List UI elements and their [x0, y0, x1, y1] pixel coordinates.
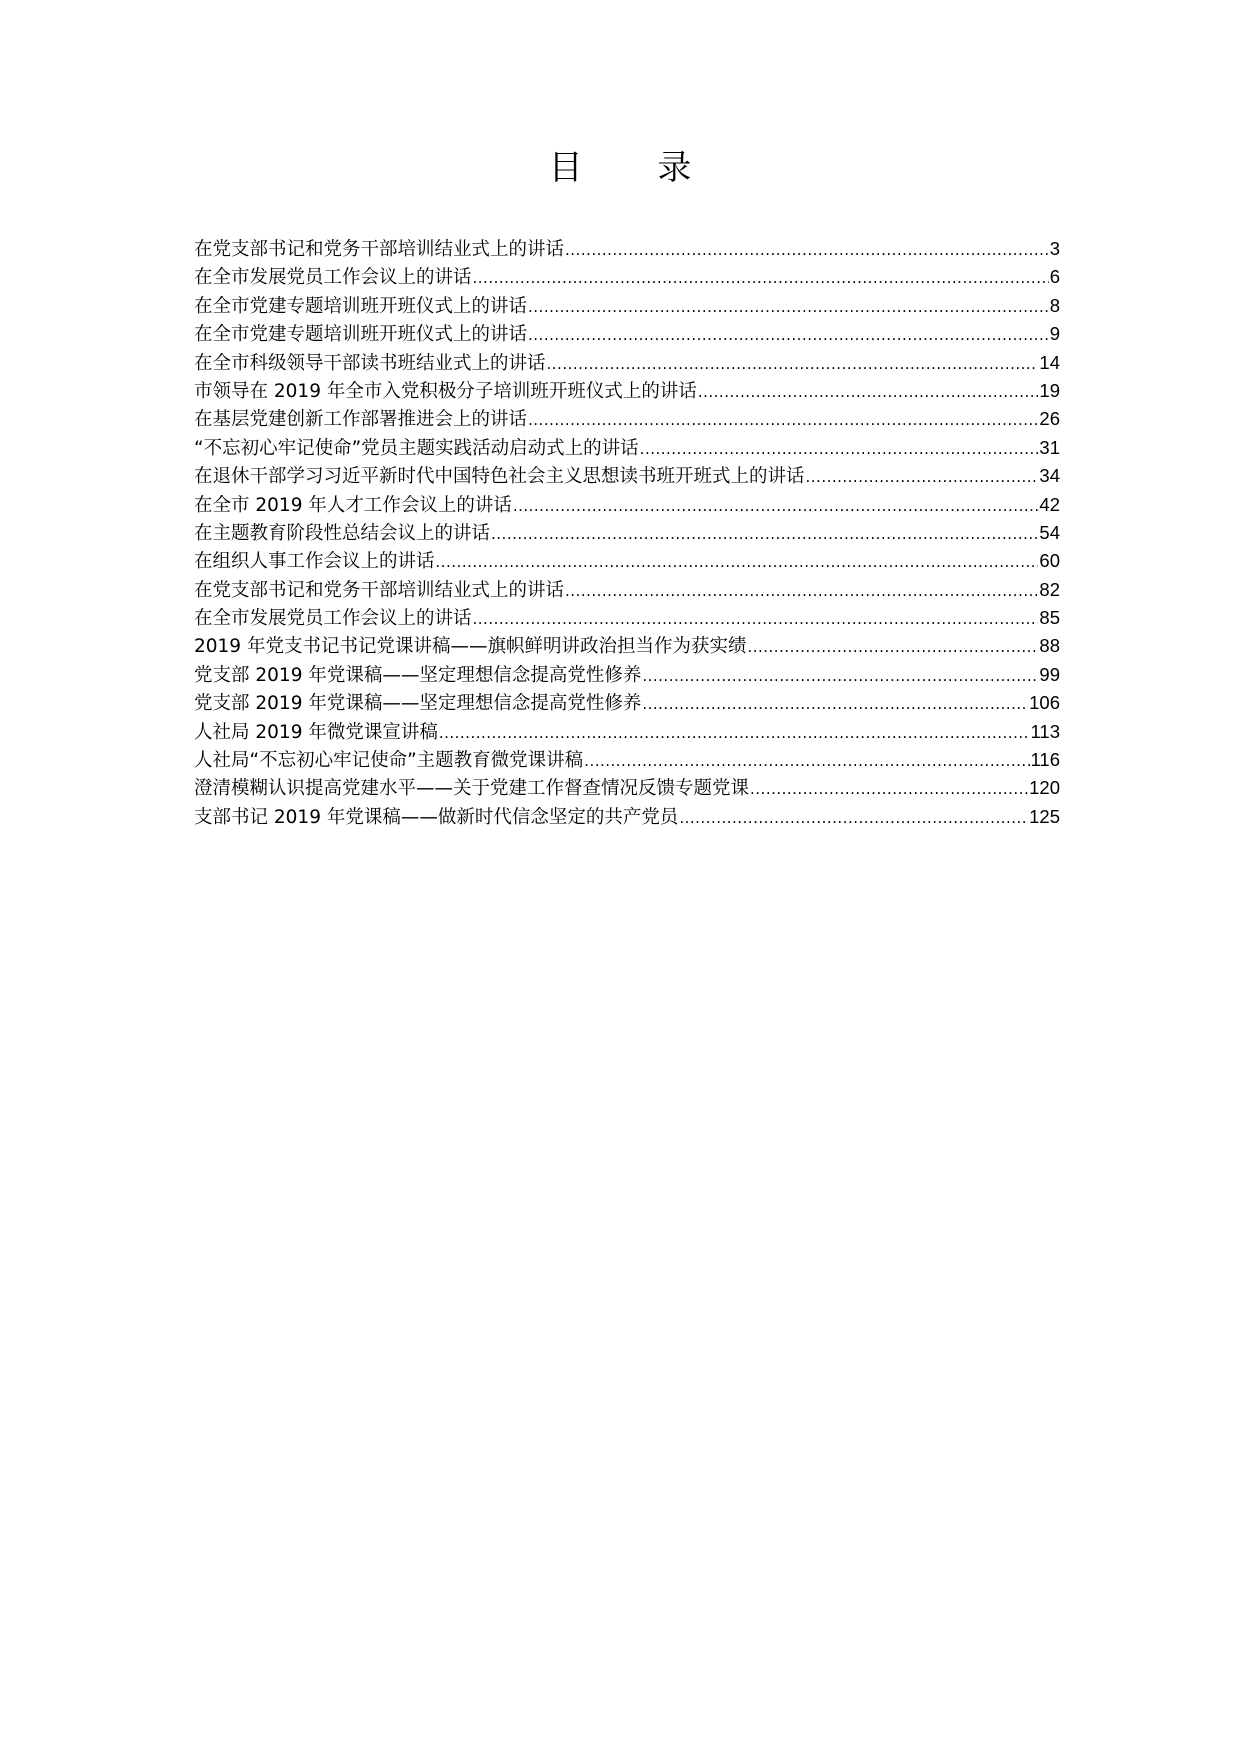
toc-entry-title: 在退休干部学习习近平新时代中国特色社会主义思想读书班开班式上的讲话 [194, 466, 805, 488]
toc-entry[interactable] [194, 462, 1060, 490]
toc-entry-title: 党支部 2019 年党课稿——坚定理想信念提高党性修养 [194, 664, 642, 686]
toc-leader-dots [747, 633, 1038, 660]
toc-entry[interactable] [194, 774, 1060, 802]
toc-entry-title: 在主题教育阶段性总结会议上的讲话 [194, 522, 491, 544]
toc-leader-dots [640, 435, 1039, 462]
toc-entry-title: 支部书记 2019 年党课稿——做新时代信念坚定的共产党员 [194, 806, 679, 828]
toc-entry[interactable] [194, 604, 1060, 632]
toc-page-number: 113 [1030, 720, 1060, 742]
toc-entry[interactable] [194, 746, 1060, 774]
toc-leader-dots [528, 321, 1049, 348]
toc-leader-dots [547, 350, 1039, 377]
toc-page-number: 8 [1049, 294, 1060, 316]
toc-entry[interactable] [194, 576, 1060, 604]
toc-entry-title: “不忘初心牢记使命”党员主题实践活动启动式上的讲话 [194, 437, 639, 459]
toc-leader-dots [473, 605, 1039, 632]
toc-page-number: 60 [1039, 550, 1060, 572]
toc-entry[interactable] [194, 632, 1060, 660]
toc-leader-dots [439, 719, 1030, 746]
toc-leader-dots [642, 662, 1038, 689]
toc-page-number: 3 [1049, 238, 1060, 259]
toc-entry[interactable] [194, 263, 1060, 291]
toc-page-number: 9 [1049, 323, 1060, 345]
toc-leader-dots [806, 463, 1039, 490]
toc-entry[interactable] [194, 434, 1060, 462]
toc-page-number: 19 [1039, 379, 1060, 401]
toc-leader-dots [491, 520, 1038, 547]
toc-entry[interactable] [194, 292, 1060, 320]
toc-entry-title: 在全市发展党员工作会议上的讲话 [194, 608, 472, 630]
toc-leader-dots [642, 690, 1028, 717]
toc-entry[interactable] [194, 661, 1060, 689]
toc-entry[interactable] [194, 349, 1060, 377]
toc-leader-dots [565, 577, 1038, 604]
toc-page-number: 6 [1049, 266, 1060, 288]
toc-leader-dots [679, 804, 1028, 831]
toc-page-number: 54 [1039, 521, 1060, 543]
toc-entry[interactable] [194, 377, 1060, 405]
toc-page-number: 82 [1039, 578, 1060, 600]
toc-entry-title: 人社局“不忘初心牢记使命”主题教育微党课讲稿 [194, 750, 584, 772]
toc-entry-title: 在全市党建专题培训班开班仪式上的讲话 [194, 295, 528, 317]
toc-entry-title: 市领导在 2019 年全市入党积极分子培训班开班仪式上的讲话 [194, 380, 697, 402]
toc-page-number: 42 [1039, 493, 1060, 515]
toc-leader-dots [750, 775, 1028, 802]
toc-entry-title: 2019 年党支书记书记党课讲稿——旗帜鲜明讲政治担当作为获实绩 [194, 636, 747, 658]
toc-leader-dots [473, 264, 1049, 291]
toc-title: 目 录 [548, 148, 724, 188]
toc-leader-dots [698, 378, 1039, 405]
toc-entry-title: 人社局 2019 年微党课宣讲稿 [194, 721, 438, 743]
toc-entry-title: 在全市 2019 年人才工作会议上的讲话 [194, 494, 512, 516]
toc-entry[interactable] [194, 519, 1060, 547]
toc-entry[interactable] [194, 547, 1060, 575]
toc-page-number: 26 [1039, 408, 1060, 430]
toc-page-number: 85 [1039, 607, 1060, 629]
toc-page-number: 120 [1029, 777, 1060, 799]
toc-entry[interactable] [194, 320, 1060, 348]
toc-entry-title: 在全市科级领导干部读书班结业式上的讲话 [194, 352, 546, 374]
toc-entry-title: 在党支部书记和党务干部培训结业式上的讲话 [194, 239, 565, 260]
toc-entry[interactable] [194, 405, 1060, 433]
toc-entry[interactable] [194, 803, 1060, 831]
toc-entry-title: 在基层党建创新工作部署推进会上的讲话 [194, 409, 528, 431]
toc-leader-dots [436, 548, 1039, 575]
toc-entry-title: 澄清模糊认识提高党建水平——关于党建工作督查情况反馈专题党课 [194, 778, 750, 800]
toc-leader-dots [584, 747, 1029, 774]
toc-entry-title: 在党支部书记和党务干部培训结业式上的讲话 [194, 579, 565, 601]
toc-entry[interactable] [194, 718, 1060, 746]
toc-page-number: 31 [1039, 436, 1060, 458]
toc-page-number: 125 [1029, 805, 1060, 827]
toc-leader-dots [528, 293, 1049, 320]
toc-page-number: 88 [1039, 635, 1060, 657]
toc-entry[interactable] [194, 235, 1060, 263]
toc-entry-title: 在全市发展党员工作会议上的讲话 [194, 267, 472, 289]
toc-entry-title: 在全市党建专题培训班开班仪式上的讲话 [194, 324, 528, 346]
toc-page-number: 116 [1030, 749, 1060, 771]
toc-leader-dots [513, 492, 1039, 519]
toc-page-number: 106 [1029, 692, 1060, 714]
toc-entry[interactable] [194, 689, 1060, 717]
toc-entry-title: 党支部 2019 年党课稿——坚定理想信念提高党性修养 [194, 693, 642, 715]
toc-leader-dots [565, 236, 1049, 263]
toc-entry-title: 在组织人事工作会议上的讲话 [194, 551, 435, 573]
toc-page-number: 99 [1039, 663, 1060, 685]
toc-page-number: 14 [1039, 351, 1060, 373]
toc-page-number: 34 [1039, 465, 1060, 487]
toc-entry[interactable] [194, 491, 1060, 519]
toc-leader-dots [528, 406, 1038, 433]
toc-list [194, 235, 1060, 831]
